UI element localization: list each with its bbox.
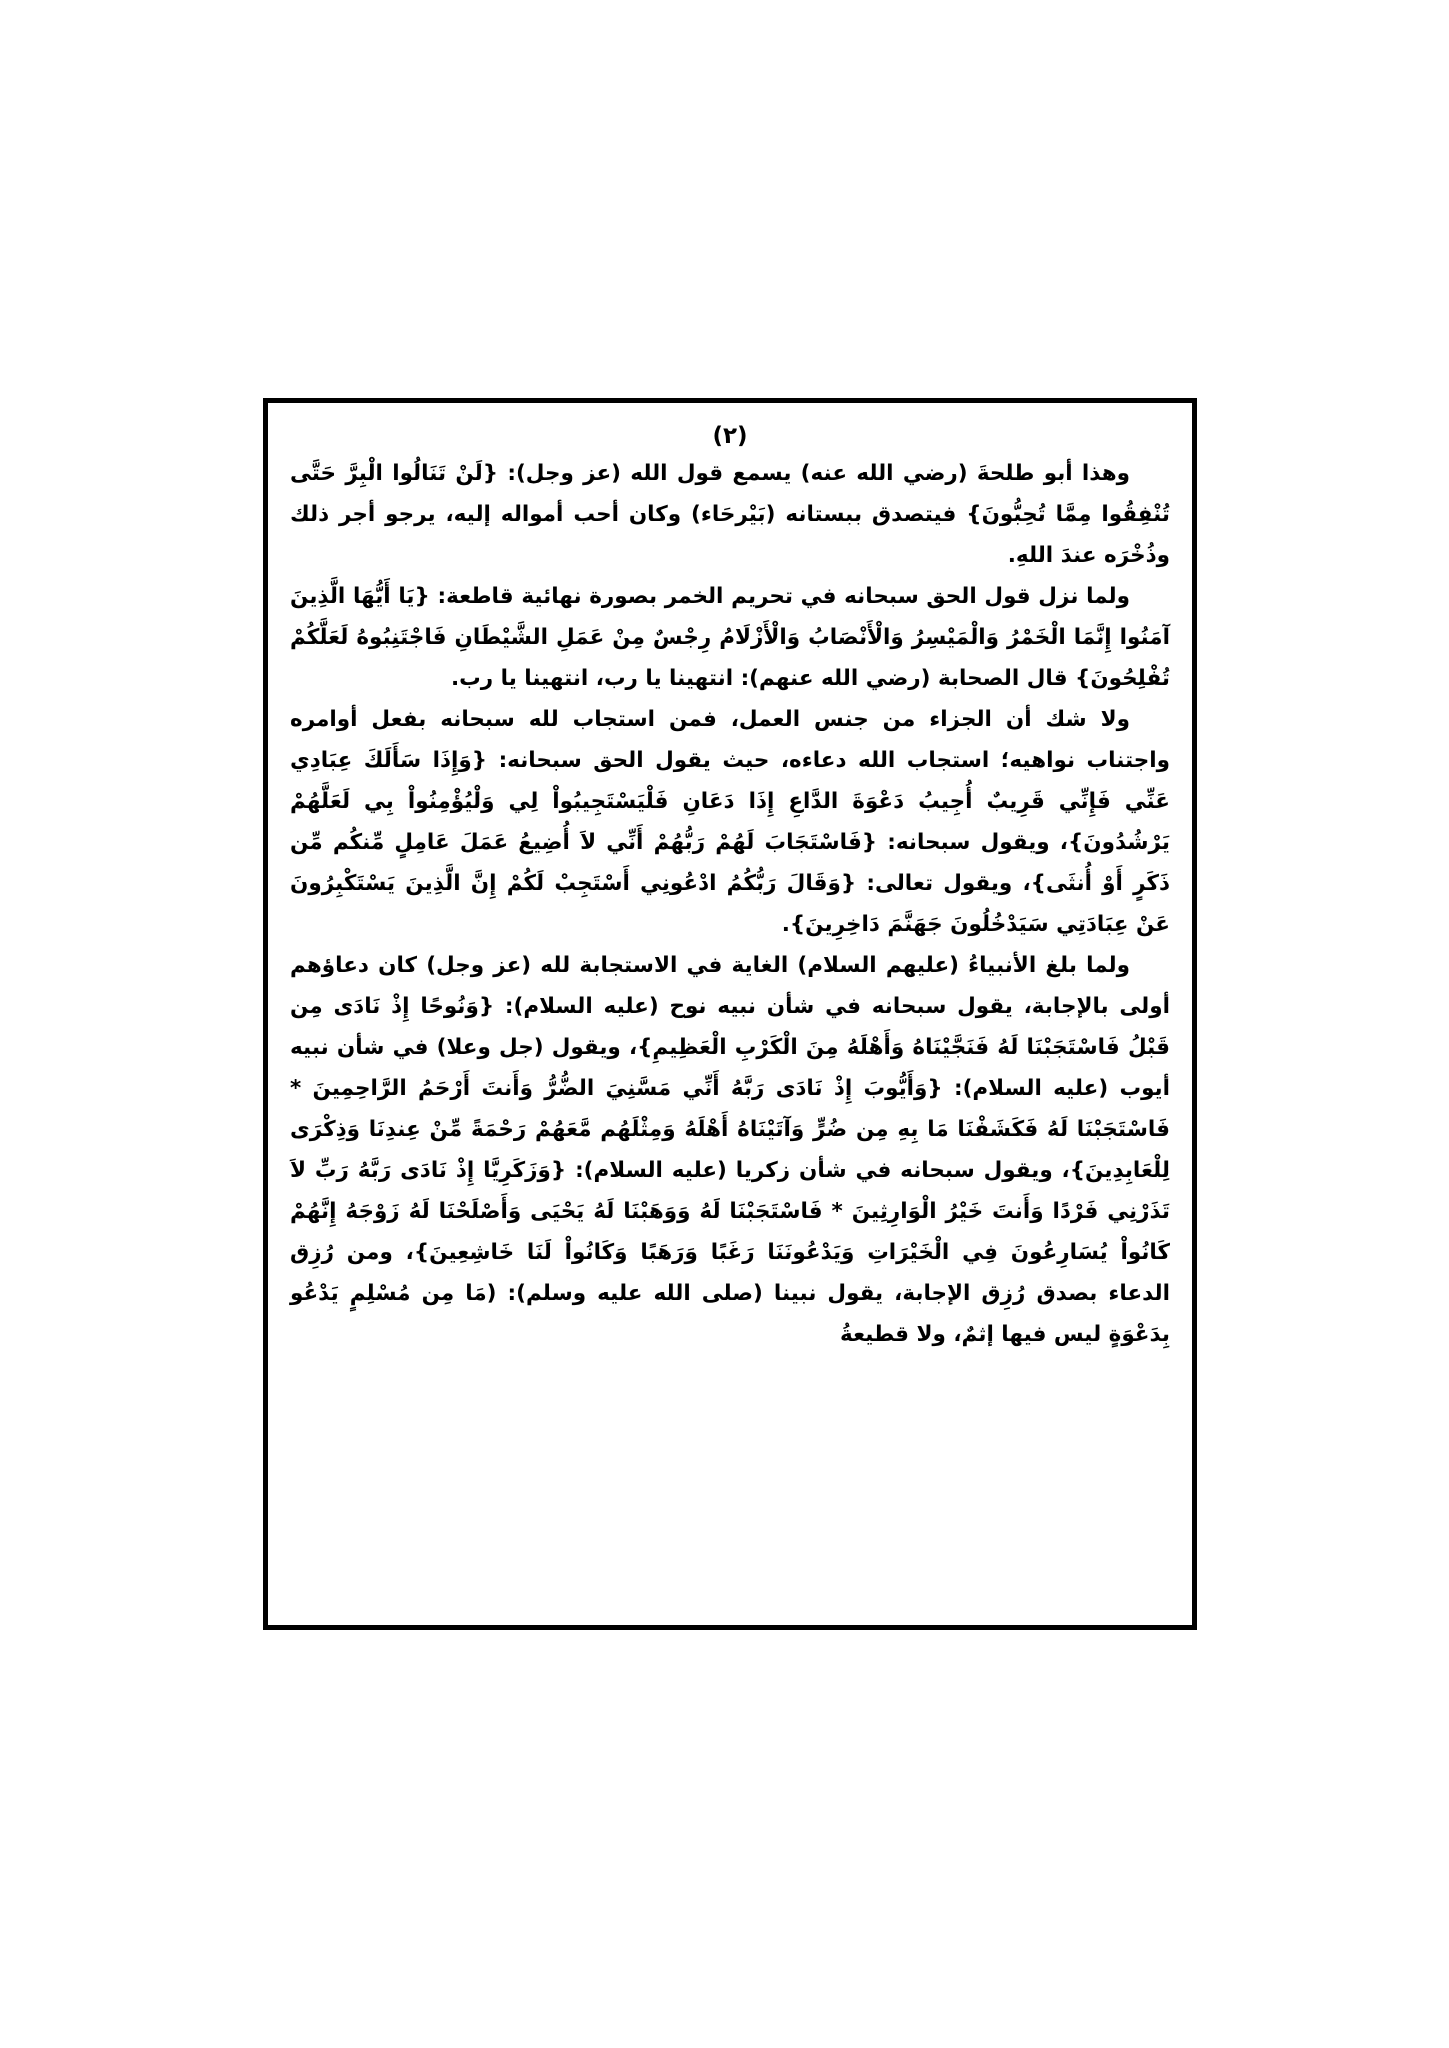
page-number: (٢) [712, 423, 748, 449]
body-text [290, 453, 1170, 1355]
page-frame [263, 398, 1197, 1630]
paragraph-wine-prohibition: ولما نزل قول الحق سبحانه في تحريم الخمر بصورة نهائية قاطعة: {يَا أَيُّهَا الَّذِينَ آمَنُوا إِنَّمَا الْخَمْرُ وَالْمَيْسِرُ وَالْأَنْصَابُ وَالْأَزْلَامُ رِجْسٌ مِنْ عَمَلِ الشَّيْطَانِ فَاجْتَنِبُوهُ لَعَلَّكُمْ تُفْلِحُونَ} قال الصحابة (رضي الله عنهم): انتهينا يا رب، انتهينا يا رب. [290, 584, 1170, 691]
paragraph-response-reward: ولا شك أن الجزاء من جنس العمل، فمن استجاب لله سبحانه بفعل أوامره واجتناب نواهيه؛ استجاب الله دعاءه، حيث يقول الحق سبحانه: {وَإِذَا سَأَلَكَ عِبَادِي عَنِّي فَإِنِّي قَرِيبٌ أُجِيبُ دَعْوَةَ الدَّاعِ إِذَا دَعَانِ فَلْيَسْتَجِيبُواْ لِي وَلْيُؤْمِنُواْ بِي لَعَلَّهُمْ يَرْشُدُونَ}، ويقول سبحانه: {فَاسْتَجَابَ لَهُمْ رَبُّهُمْ أَنِّي لاَ أُضِيعُ عَمَلَ عَامِلٍ مِّنكُم مِّن ذَكَرٍ أَوْ أُنثَى}، ويقول تعالى: {وَقَالَ رَبُّكُمُ ادْعُونِي أَسْتَجِبْ لَكُمْ إِنَّ الَّذِينَ يَسْتَكْبِرُونَ عَنْ عِبَادَتِي سَيَدْخُلُونَ جَهَنَّمَ دَاخِرِينَ}. [290, 707, 1170, 937]
paragraph-prophets-supplication: ولما بلغ الأنبياءُ (عليهم السلام) الغاية في الاستجابة لله (عز وجل) كان دعاؤهم أولى بالإجابة، يقول سبحانه في شأن نبيه نوح (عليه السلام): {وَنُوحًا إِذْ نَادَى مِن قَبْلُ فَاسْتَجَبْنَا لَهُ فَنَجَّيْنَاهُ وَأَهْلَهُ مِنَ الْكَرْبِ الْعَظِيمِ}، ويقول (جل وعلا) في شأن نبيه أيوب (عليه السلام): {وَأَيُّوبَ إِذْ نَادَى رَبَّهُ أَنِّي مَسَّنِيَ الضُّرُّ وَأَنتَ أَرْحَمُ الرَّاحِمِينَ * فَاسْتَجَبْنَا لَهُ فَكَشَفْنَا مَا بِهِ مِن ضُرٍّ وَآتَيْنَاهُ أَهْلَهُ وَمِثْلَهُم مَّعَهُمْ رَحْمَةً مِّنْ عِندِنَا وَذِكْرَى لِلْعَابِدِينَ}، ويقول سبحانه في شأن زكريا (عليه السلام): {وَزَكَرِيَّا إِذْ نَادَى رَبَّهُ رَبِّ لاَ تَذَرْنِي فَرْدًا وَأَنتَ خَيْرُ الْوَارِثِينَ * فَاسْتَجَبْنَا لَهُ وَوَهَبْنَا لَهُ يَحْيَى وَأَصْلَحْنَا لَهُ زَوْجَهُ إِنَّهُمْ كَانُواْ يُسَارِعُونَ فِي الْخَيْرَاتِ وَيَدْعُونَنَا رَغَبًا وَرَهَبًا وَكَانُواْ لَنَا خَاشِعِينَ}، ومن رُزِق الدعاء بصدق رُزِق الإجابة، يقول نبينا (صلى الله عليه وسلم): (مَا مِن مُسْلِمٍ يَدْعُو بِدَعْوَةٍ ليس فيها إثمٌ، ولا قطيعةُ [290, 953, 1170, 1347]
paragraph-abu-talha: وهذا أبو طلحةَ (رضي الله عنه) يسمع قول الله (عز وجل): {لَنْ تَنَالُوا الْبِرَّ حَتَّى تُنْفِقُوا مِمَّا تُحِبُّونَ} فيتصدق ببستانه (بَيْرحَاء) وكان أحب أمواله إليه، يرجو أجر ذلك وذُخْرَه عندَ اللهِ. [290, 461, 1170, 568]
